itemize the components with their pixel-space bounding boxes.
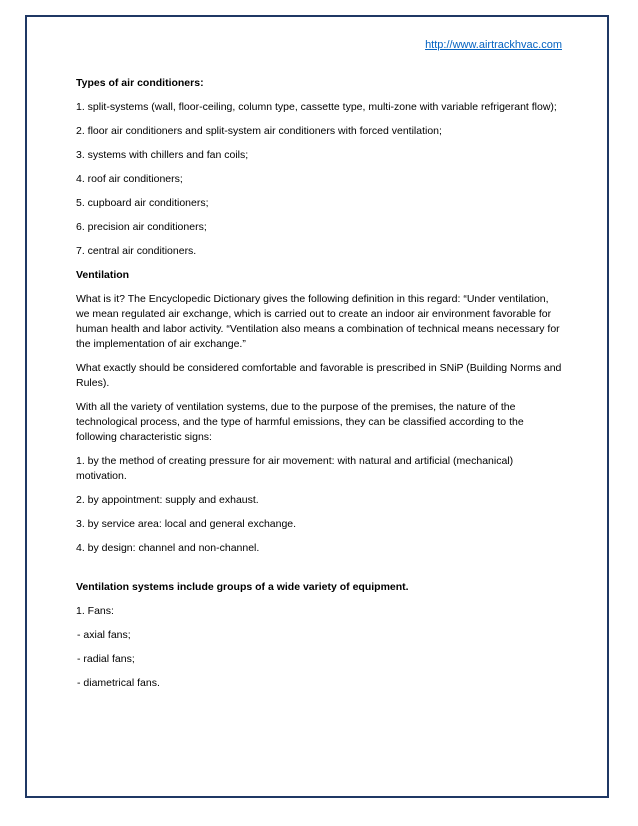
- types-item: 6. precision air conditioners;: [76, 221, 207, 233]
- ventilation-paragraph: 1. by the method of creating pressure for air movement: with natural and artificial (mechanical) motivation.: [76, 455, 514, 482]
- document-body: [76, 76, 562, 700]
- types-item: 1. split-systems (wall, floor-ceiling, column type, cassette type, multi-zone with variable refrigerant flow);: [76, 101, 557, 113]
- ventilation-paragraph: With all the variety of ventilation systems, due to the purpose of the premises, the nature of the technological process, and the type of harmful emissions, they can be classified according to the following characteristic signs:: [76, 401, 524, 443]
- types-item: 5. cupboard air conditioners;: [76, 197, 209, 209]
- section-spacer: [76, 565, 562, 580]
- equipment-heading: Ventilation systems include groups of a wide variety of equipment.: [76, 581, 409, 593]
- equipment-subitem: - diametrical fans.: [77, 677, 160, 689]
- ventilation-paragraph: What is it? The Encyclopedic Dictionary gives the following definition in this regard: “Under ventilation, we mean regulated air exchange, which is carried out to create an indoor air environment favorable for human health and labor activity. “Ventilation also means a combination of technical means necessary for the implementation of air exchange.”: [76, 293, 560, 350]
- ventilation-paragraph: 2. by appointment: supply and exhaust.: [76, 494, 259, 506]
- header-website-link[interactable]: http://www.airtrackhvac.com: [425, 39, 562, 51]
- ventilation-paragraph: What exactly should be considered comfortable and favorable is prescribed in SNiP (Building Norms and Rules).: [76, 362, 562, 389]
- types-item: 7. central air conditioners.: [76, 245, 197, 257]
- types-heading: Types of air conditioners:: [76, 77, 204, 89]
- ventilation-paragraph: 4. by design: channel and non-channel.: [76, 542, 260, 554]
- equipment-item: 1. Fans:: [76, 605, 114, 617]
- equipment-subitem: - axial fans;: [77, 629, 131, 641]
- ventilation-paragraph: 3. by service area: local and general exchange.: [76, 518, 297, 530]
- equipment-subitem: - radial fans;: [77, 653, 135, 665]
- types-item: 2. floor air conditioners and split-system air conditioners with forced ventilation;: [76, 125, 442, 137]
- types-item: 3. systems with chillers and fan coils;: [76, 149, 249, 161]
- types-item: 4. roof air conditioners;: [76, 173, 183, 185]
- ventilation-heading: Ventilation: [76, 269, 130, 281]
